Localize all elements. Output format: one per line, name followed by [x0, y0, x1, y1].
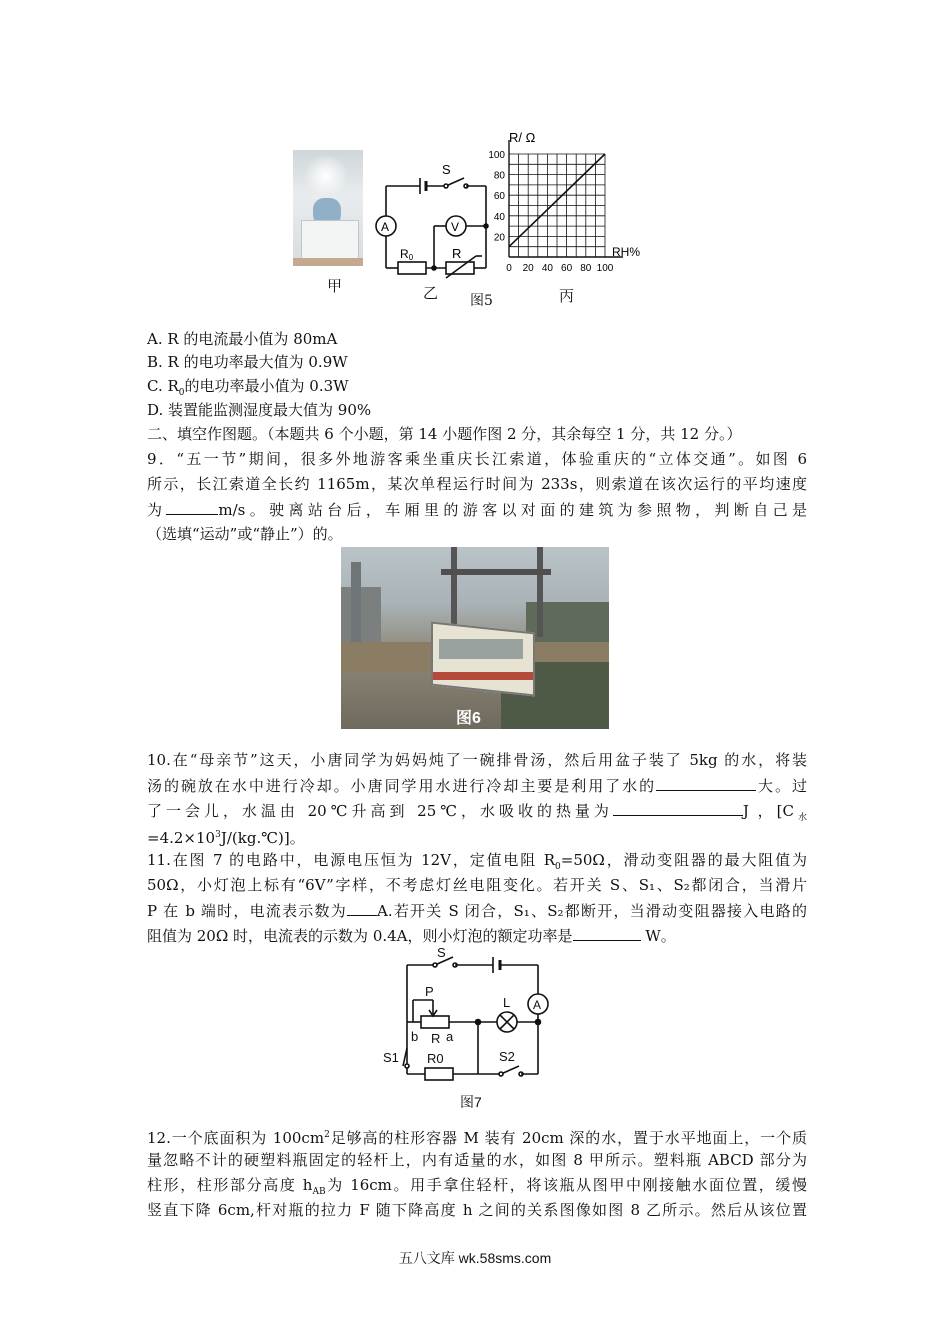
fig7-label-s: S: [437, 948, 446, 960]
fig7-label-p: P: [425, 984, 434, 999]
fig7-label-a: A: [533, 998, 542, 1012]
q11-line-3: P 在 b 端时，电流表示数为 A.若开关 S 闭合，S₁、S₂都断开，当滑动变阻器接入电路的: [147, 902, 807, 920]
q10-blank-heat[interactable]: [613, 800, 743, 816]
fig5-graph-ylabel: R/ Ω: [509, 130, 536, 145]
fig6-caption: 图6: [456, 710, 481, 727]
fig5-caption: 图5: [470, 293, 493, 309]
y-tick-label: 60: [493, 191, 505, 203]
q11-line-1: 11.在图 7 的电路中，电源电压恒为 12V，定值电阻 $R_0=50\Omega$，滑动变阻器的最大阻值为: [147, 851, 808, 872]
fig5-label-r0: R: [400, 247, 409, 261]
q12-line-2: 量忽略不计的硬塑料瓶固定的轻杆上，内有适量的水，如图 8 甲所示。塑料瓶 ABCD 部分为: [147, 1151, 807, 1169]
q9-blank-speed[interactable]: [166, 499, 218, 515]
q9-line-3: 为 m/s。驶离站台后，车厢里的游客以对面的建筑为参照物，判断自己是: [147, 501, 807, 519]
option-d: D. 装置能监测湿度最大值为 90%: [147, 401, 372, 419]
fig7-label-r: R: [431, 1031, 441, 1046]
q10-line-2: 汤的碗放在水中进行冷却。小唐同学用水进行冷却主要是利用了水的 大。过: [147, 777, 807, 795]
q10-line-1: 10.在“母亲节”这天，小唐同学为妈妈炖了一碗排骨汤，然后用盆子装了 5kg 的水，将装: [147, 751, 807, 769]
option-c: C. $R_0$的电功率最小值为 0.3W: [147, 377, 349, 398]
fig7-circuit: [383, 948, 563, 1093]
y-tick-label: 20: [493, 232, 505, 244]
footer-watermark: 五八文库 wk.58sms.com: [398, 1250, 552, 1266]
fig5-label-v: V: [451, 220, 460, 234]
fig5-label-a: A: [381, 220, 390, 234]
fig5-caption-yi: 乙: [423, 284, 439, 302]
q10-line-3: 了一会儿，水温由 20℃升高到 25℃，水吸收的热量为 J ，[$C_水$: [147, 802, 807, 823]
cable-car-photo: [341, 547, 609, 729]
y-tick-label: 80: [493, 170, 505, 182]
option-b: B. R 的电功率最大值为 0.9W: [147, 353, 348, 371]
y-tick-label: 40: [493, 211, 505, 223]
humidifier-photo: [293, 150, 363, 266]
fig5-caption-bing: 丙: [559, 287, 575, 305]
q10-line-4: $=4.2\times 10^3J/(kg.℃)$]。: [147, 829, 305, 847]
svg-text:R0: [400, 247, 414, 262]
fig7-caption: 图7: [460, 1094, 482, 1110]
y-tick-label: 100: [488, 150, 505, 161]
fig7-label-s1: S1: [383, 1050, 399, 1065]
x-tick-label: 100: [596, 263, 614, 274]
fig7-label-a-end: a: [446, 1029, 454, 1044]
fig7-label-b: b: [411, 1029, 419, 1044]
q12-line-3: 柱形，柱形部分高度 $h_{AB}$为 16cm。用手拿住轻杆，将该瓶从图甲中刚接触水面位置，缓慢: [147, 1176, 808, 1197]
option-a: A. R 的电流最小值为 80mA: [147, 330, 338, 348]
fig5-caption-jia: 甲: [327, 277, 343, 295]
fig5-label-r0-sub: 0: [408, 253, 414, 262]
x-tick-label: 20: [522, 263, 534, 274]
q9-line-4: （选填“运动”或“静止”）的。: [147, 525, 343, 543]
q9-line-1: 9．“五一节”期间，很多外地游客乘坐重庆长江索道，体验重庆的“立体交通”。如图 6: [147, 450, 807, 468]
q12-line-1: 12.一个底面积为 $100cm^2$足够高的柱形容器 M 装有 20cm 深的水，置于水平地面上，一个质: [147, 1129, 807, 1147]
q11-line-4: 阻值为 20Ω 时，电流表的示数为 0.4A，则小灯泡的额定功率是 W。: [147, 927, 676, 945]
q11-blank-current[interactable]: [347, 900, 377, 916]
x-tick-label: 60: [561, 263, 573, 274]
x-tick-label: 40: [541, 263, 553, 274]
q11-line-2: 50Ω，小灯泡上标有“6V”字样，不考虑灯丝电阻变化。若开关 S、S₁、S₂都闭合，当滑片: [147, 876, 807, 894]
x-tick-label: 0: [506, 263, 512, 274]
section-2-heading: 二、填空作图题。（本题共 6 个小题，第 14 小题作图 2 分，其余每空 1 分，共 12 分。）: [147, 425, 742, 443]
q9-line-2: 所示，长江索道全长约 1165m，某次单程运行时间为 233s，则索道在该次运行的平均速度: [147, 475, 807, 493]
fig5-label-s: S: [442, 162, 451, 177]
fig7-label-l: L: [503, 995, 511, 1010]
x-tick-label: 80: [580, 263, 592, 274]
q10-blank-property[interactable]: [656, 775, 756, 791]
fig5-label-r: R: [452, 246, 462, 261]
q11-blank-power[interactable]: [573, 925, 641, 941]
fig7-label-s2: S2: [499, 1049, 515, 1064]
fig5-graph: [482, 124, 647, 294]
fig5-graph-xlabel: RH%: [612, 245, 641, 259]
q12-line-4: 竖直下降 6cm,杆对瓶的拉力 F 随下降高度 h 之间的关系图像如图 8 乙所示。然后从该位置: [147, 1201, 807, 1219]
fig7-label-r0: R0: [427, 1051, 444, 1066]
